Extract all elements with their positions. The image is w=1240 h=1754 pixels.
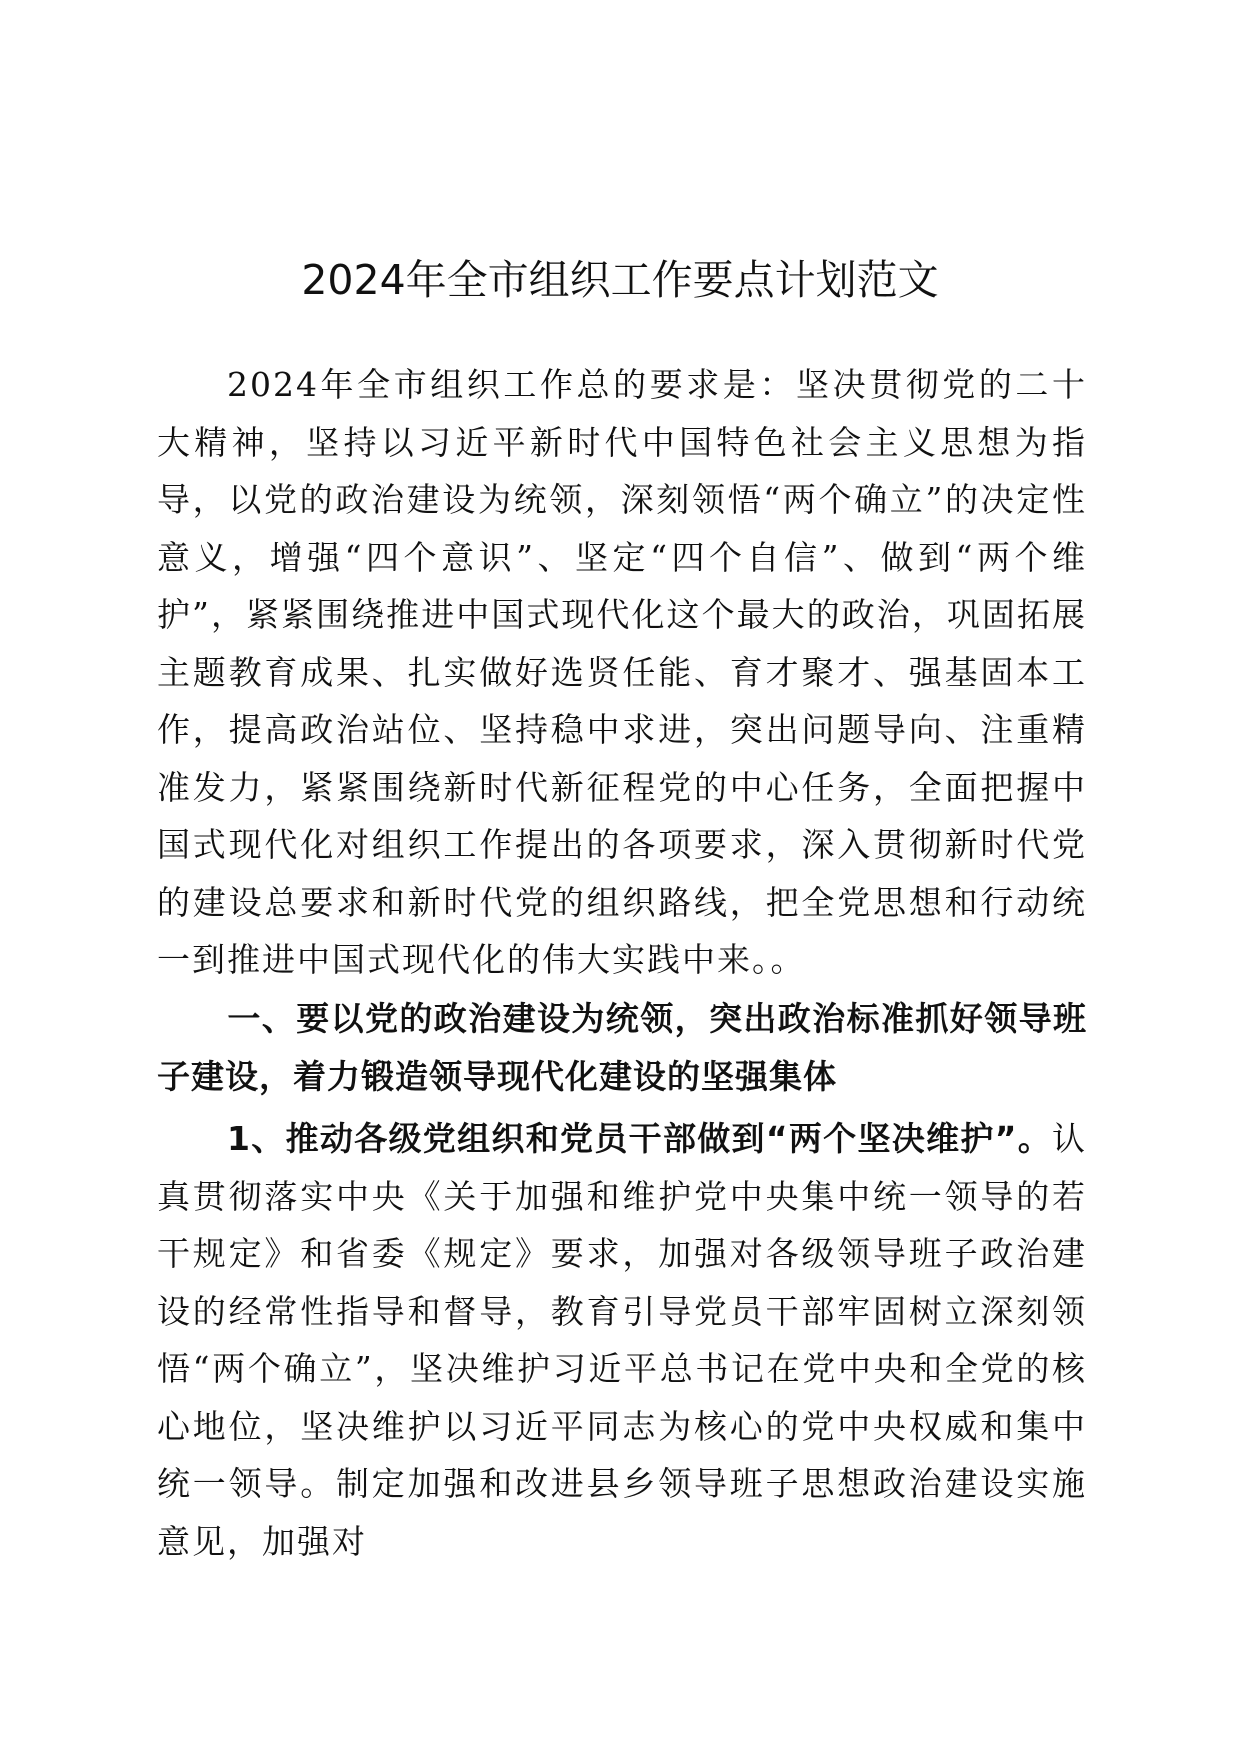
- document-title: 2024年全市组织工作要点计划范文: [301, 256, 939, 304]
- item-lead: 1、推动各级党组织和党员干部做到“两个坚决维护”。: [227, 1119, 1052, 1158]
- section-heading-text: 一、要以党的政治建设为统领，突出政治标准抓好领导班子建设，着力锻造领导现代化建设的坚强集体: [157, 999, 1087, 1096]
- item-paragraph: [157, 1110, 1087, 1570]
- intro-paragraph: [157, 356, 1087, 989]
- section-heading: [157, 990, 1087, 1105]
- intro-paragraph-text: 2024年全市组织工作总的要求是：坚决贯彻党的二十大精神，坚持以习近平新时代中国特色社会主义思想为指导，以党的政治建设为统领，深刻领悟“两个确立”的决定性意义，增强“四个意识”、坚定“四个自信”、做到“两个维护”，紧紧围绕推进中国式现代化这个最大的政治，巩固拓展主题教育成果、扎实做好选贤任能、育才聚才、强基固本工作，提高政治站位、坚持稳中求进，突出问题导向、注重精准发力，紧紧围绕新时代新征程党的中心任务，全面把握中国式现代化对组织工作提出的各项要求，深入贯彻新时代党的建设总要求和新时代党的组织路线，把全党思想和行动统一到推进中国式现代化的伟大实践中来。。: [157, 365, 1087, 979]
- item-text: 认真贯彻落实中央《关于加强和维护党中央集中统一领导的若干规定》和省委《规定》要求，加强对各级领导班子政治建设的经常性指导和督导，教育引导党员干部牢固树立深刻领悟“两个确立”，坚决维护习近平总书记在党中央和全党的核心地位，坚决维护以习近平同志为核心的党中央权威和集中统一领导。制定加强和改进县乡领导班子思想政治建设实施意见，加强对: [157, 1119, 1087, 1561]
